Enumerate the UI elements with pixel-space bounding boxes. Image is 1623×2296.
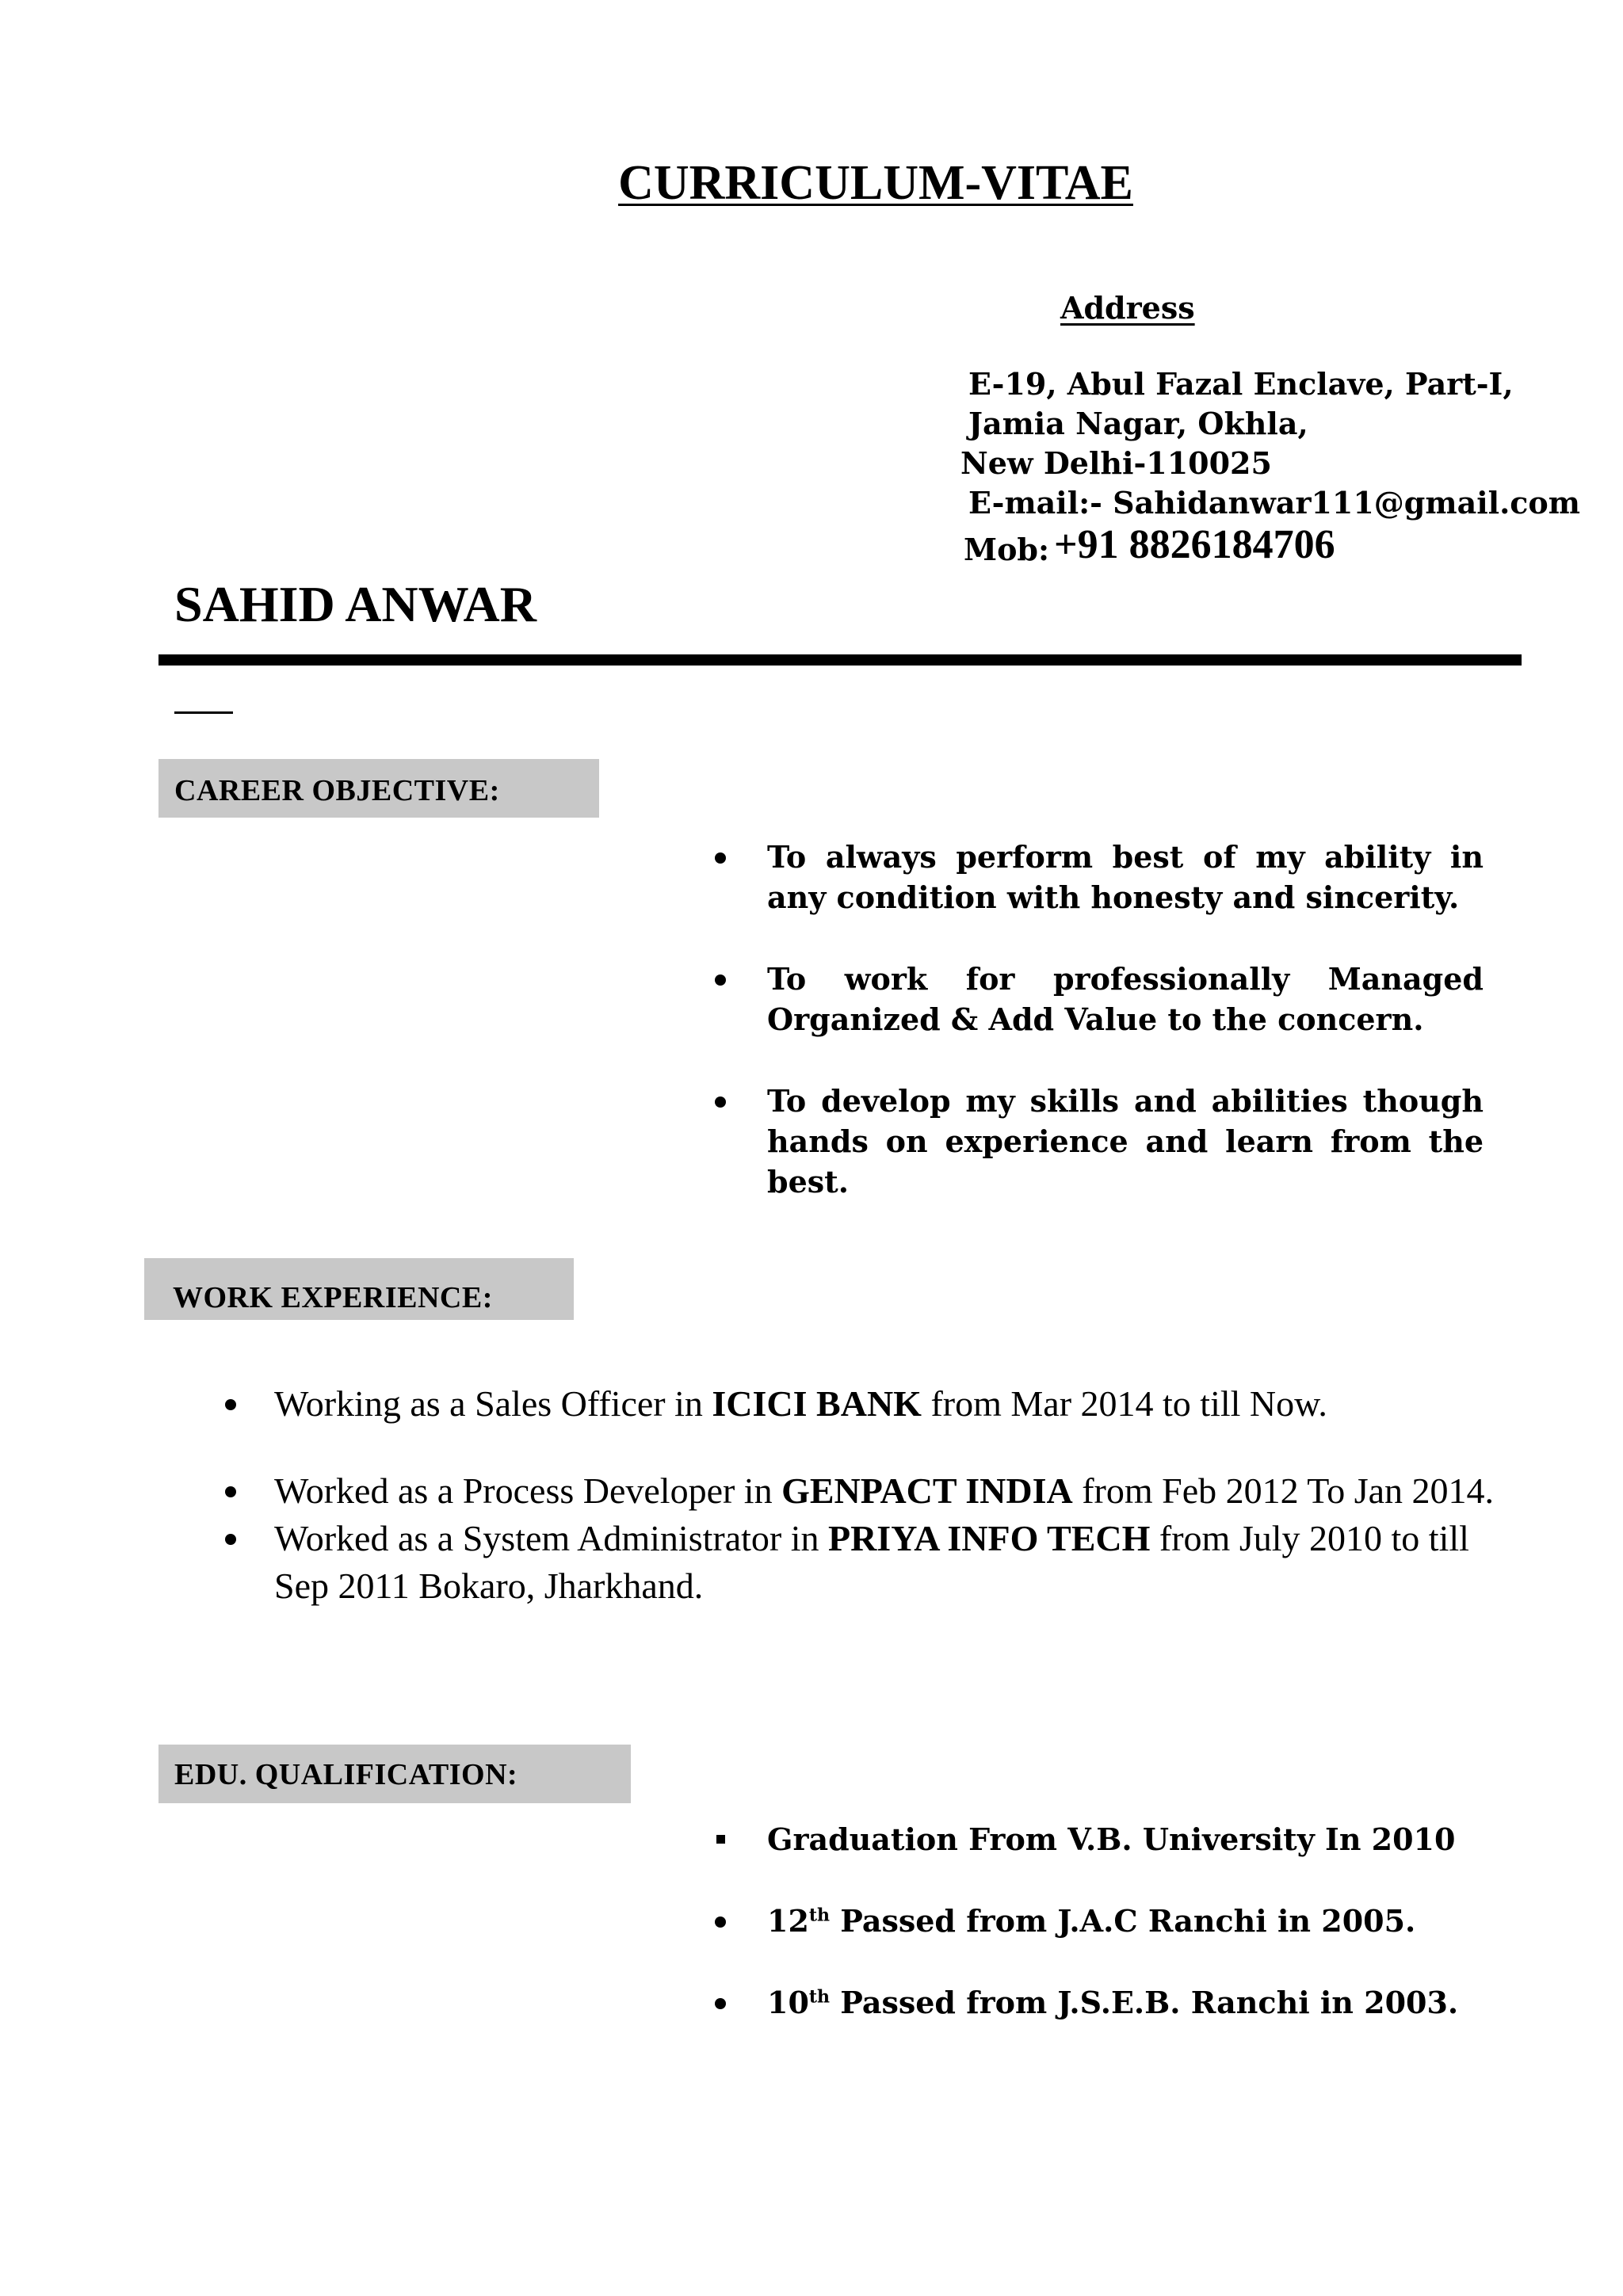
- candidate-name: SAHID ANWAR: [174, 576, 537, 632]
- bullet-icon: [715, 1097, 726, 1108]
- short-divider: [174, 711, 233, 714]
- bullet-icon: [715, 1998, 726, 2009]
- email-line: E-mail:- Sahidanwar111@gmail.com: [968, 485, 1580, 521]
- list-item: Working as a Sales Officer in ICICI BANK from Mar 2014 to till Now.: [223, 1380, 1491, 1428]
- header-divider: [158, 654, 1522, 666]
- address-heading: Address: [1060, 290, 1195, 326]
- list-item: Worked as a Process Developer in GENPACT INDIA from Feb 2012 To Jan 2014.: [223, 1467, 1526, 1515]
- mobile-number: +91 8826184706: [1054, 522, 1335, 567]
- list-item: Worked as a System Administrator in PRIYA INFO TECH from July 2010 to till Sep 2011 Bokaro, Jharkhand.: [223, 1515, 1479, 1610]
- bullet-icon: [225, 1399, 236, 1410]
- list-item: To always perform best of my ability in any condition with honesty and sincerity.: [715, 837, 1484, 917]
- address-line-2: Jamia Nagar, Okhla,: [968, 406, 1308, 441]
- mobile-label: Mob:: [964, 532, 1050, 567]
- list-item: 10th Passed from J.S.E.B. Ranchi in 2003.: [715, 1982, 1484, 2023]
- list-item: 12th Passed from J.A.C Ranchi in 2005.: [715, 1901, 1484, 1941]
- address-line-1: E-19, Abul Fazal Enclave, Part-I,: [968, 366, 1514, 402]
- career-objective-heading: CAREER OBJECTIVE:: [174, 774, 500, 807]
- list-item: To work for professionally Managed Organized & Add Value to the concern.: [715, 959, 1484, 1039]
- bullet-icon: [715, 1917, 726, 1928]
- education-list: [715, 1819, 1484, 2023]
- bullet-icon: [225, 1534, 236, 1545]
- work-experience-heading: WORK EXPERIENCE:: [173, 1281, 493, 1314]
- address-line-3: New Delhi-110025: [960, 445, 1272, 481]
- square-bullet-icon: [716, 1835, 725, 1844]
- document-title: CURRICULUM-VITAE: [618, 156, 1133, 210]
- bullet-icon: [225, 1486, 236, 1497]
- list-item: Graduation From V.B. University In 2010: [715, 1819, 1484, 1859]
- bullet-icon: [715, 974, 726, 986]
- list-item: To develop my skills and abilities though hands on experience and learn from the best.: [715, 1081, 1484, 1202]
- work-experience-list: [223, 1380, 1495, 1610]
- education-heading: EDU. QUALIFICATION:: [174, 1758, 518, 1791]
- bullet-icon: [715, 852, 726, 864]
- career-objective-list: [715, 837, 1484, 1243]
